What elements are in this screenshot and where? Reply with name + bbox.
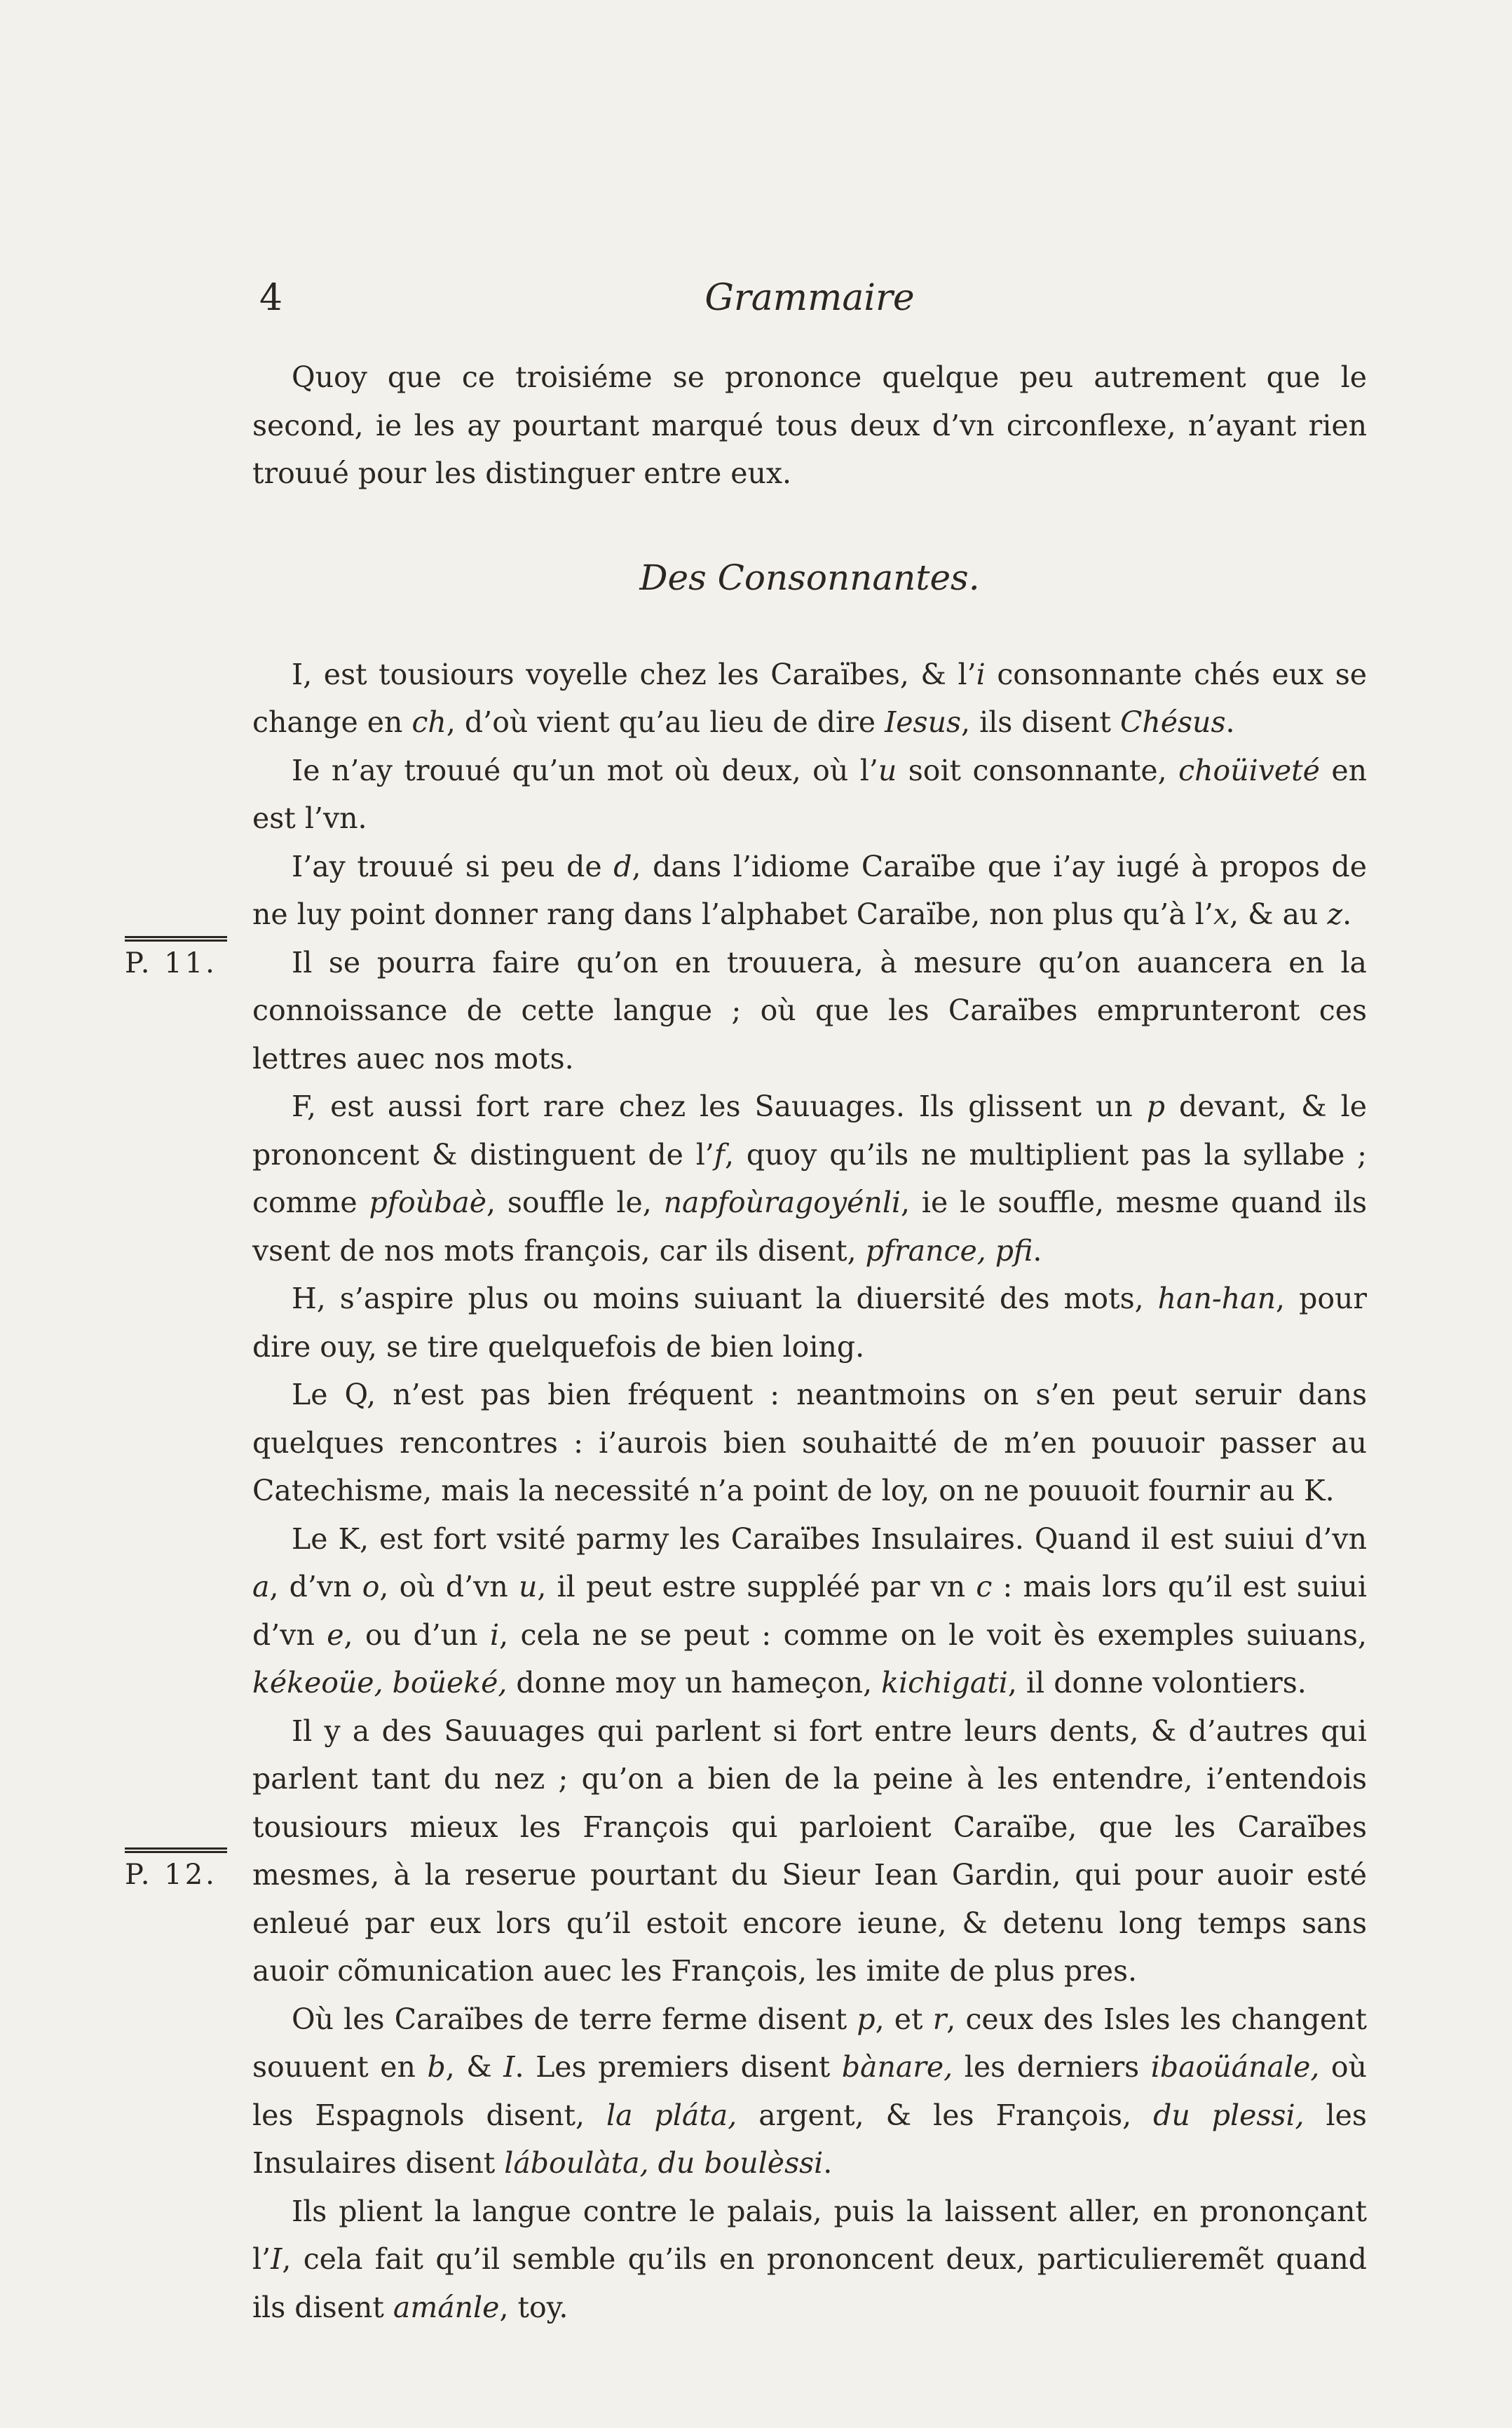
- page-number: 4: [259, 277, 283, 319]
- paragraph-u: Ie n’ay trouué qu’un mot où deux, où l’u soit consonnante, choüiveté en est l’vn.: [252, 753, 1368, 835]
- margin-rule: [125, 1847, 227, 1853]
- margin-rule: [125, 936, 227, 942]
- paragraph-pronunciation: Il y a des Sauuages qui parlent si fort entre leurs dents, & d’autres qui parlent tant du nez ; qu’on a bien de la peine à les entendre, i’entendois tousiours mieux les François qui parloient Caraïbe, que les Caraïbes mesmes, à la reserue pourtant du Sieur Iean Gardin, qui pour auoir esté enleué par eux lors qu’il estoit encore ieune, & detenu long temps sans auoir cõmunication auec les François, les imite de plus pres.: [252, 1714, 1367, 1988]
- margin-note-1: [125, 936, 223, 981]
- section-heading: Des Consonnantes.: [639, 557, 980, 598]
- paragraph-i: I, est tousiours voyelle chez les Caraïbes, & l’i consonnante chés eux se change en ch, d’où vient qu’au lieu de dire Iesus, ils disent Chésus.: [252, 657, 1367, 739]
- running-title: Grammaire: [704, 277, 915, 319]
- paragraph-q: Le Q, n’est pas bien fréquent : neantmoins on s’en peut seruir dans quelques rencontres : i’aurois bien souhaitté de m’en pouuoir passer au Catechisme, mais la necessité n’a point de loy, on ne pouuoit fournir au K.: [252, 1378, 1367, 1507]
- main-text: [252, 353, 1367, 2331]
- paragraph-d: I’ay trouué si peu de d, dans l’idiome Caraïbe que i’ay iugé à propos de ne luy point donner rang dans l’alphabet Caraïbe, non plus qu’à l’x, & au z.: [252, 849, 1367, 931]
- paragraph-l: Ils plient la langue contre le palais, puis la laissent aller, en prononçant l’I, cela fait qu’il semble qu’ils en prononcent deux, particulieremẽt quand ils disent amánle, toy.: [252, 2194, 1367, 2324]
- margin-page-ref: P. 11.: [125, 947, 217, 979]
- paragraph-f: F, est aussi fort rare chez les Sauuages. Ils glissent un p devant, & le prononcent & distinguent de l’f, quoy qu’ils ne multiplient pas la syllabe ; comme pfoùbaè, souffle le, napfoùragoyénli, ie le souffle, mesme quand ils vsent de nos mots françois, car ils disent, pfrance, pfi.: [252, 1090, 1367, 1268]
- margin-note-2: [125, 1847, 223, 1892]
- paragraph-p-r: Où les Caraïbes de terre ferme disent p, et r, ceux des Isles les changent souuent en b, & I. Les premiers disent bànare, les derniers ibaoüánale, où les Espagnols disent, la pláta, argent, & les François, du plessi, les Insulaires disent láboulàta, du boulèssi.: [252, 2002, 1368, 2180]
- paragraph-k: Le K, est fort vsité parmy les Caraïbes Insulaires. Quand il est suiui d’vn a, d’vn o, où d’vn u, il peut estre suppléé par vn c : mais lors qu’il est suiui d’vn e, ou d’un i, cela ne se peut : comme on le voit ès exemples suiuans, kékeoüe, boüeké, donne moy un hameçon, kichigati, il donne volontiers.: [252, 1521, 1367, 1700]
- intro-paragraph: Quoy que ce troisiéme se prononce quelque peu autrement que le second, ie les ay pourtant marqué tous deux d’vn circonflexe, n’ayant rien trouué pour les distinguer entre eux.: [252, 360, 1367, 490]
- running-head: [252, 270, 1367, 326]
- paragraph-borrowed-letters: Il se pourra faire qu’on en trouuera, à mesure qu’on auancera en la connoissance de cette langue ; où que les Caraïbes emprunteront ces lettres auec nos mots.: [252, 945, 1367, 1076]
- margin-page-ref: P. 12.: [125, 1859, 217, 1891]
- paragraph-h: H, s’aspire plus ou moins suiuant la diuersité des mots, han-han, pour dire ouy, se tire quelquefois de bien loing.: [252, 1282, 1368, 1364]
